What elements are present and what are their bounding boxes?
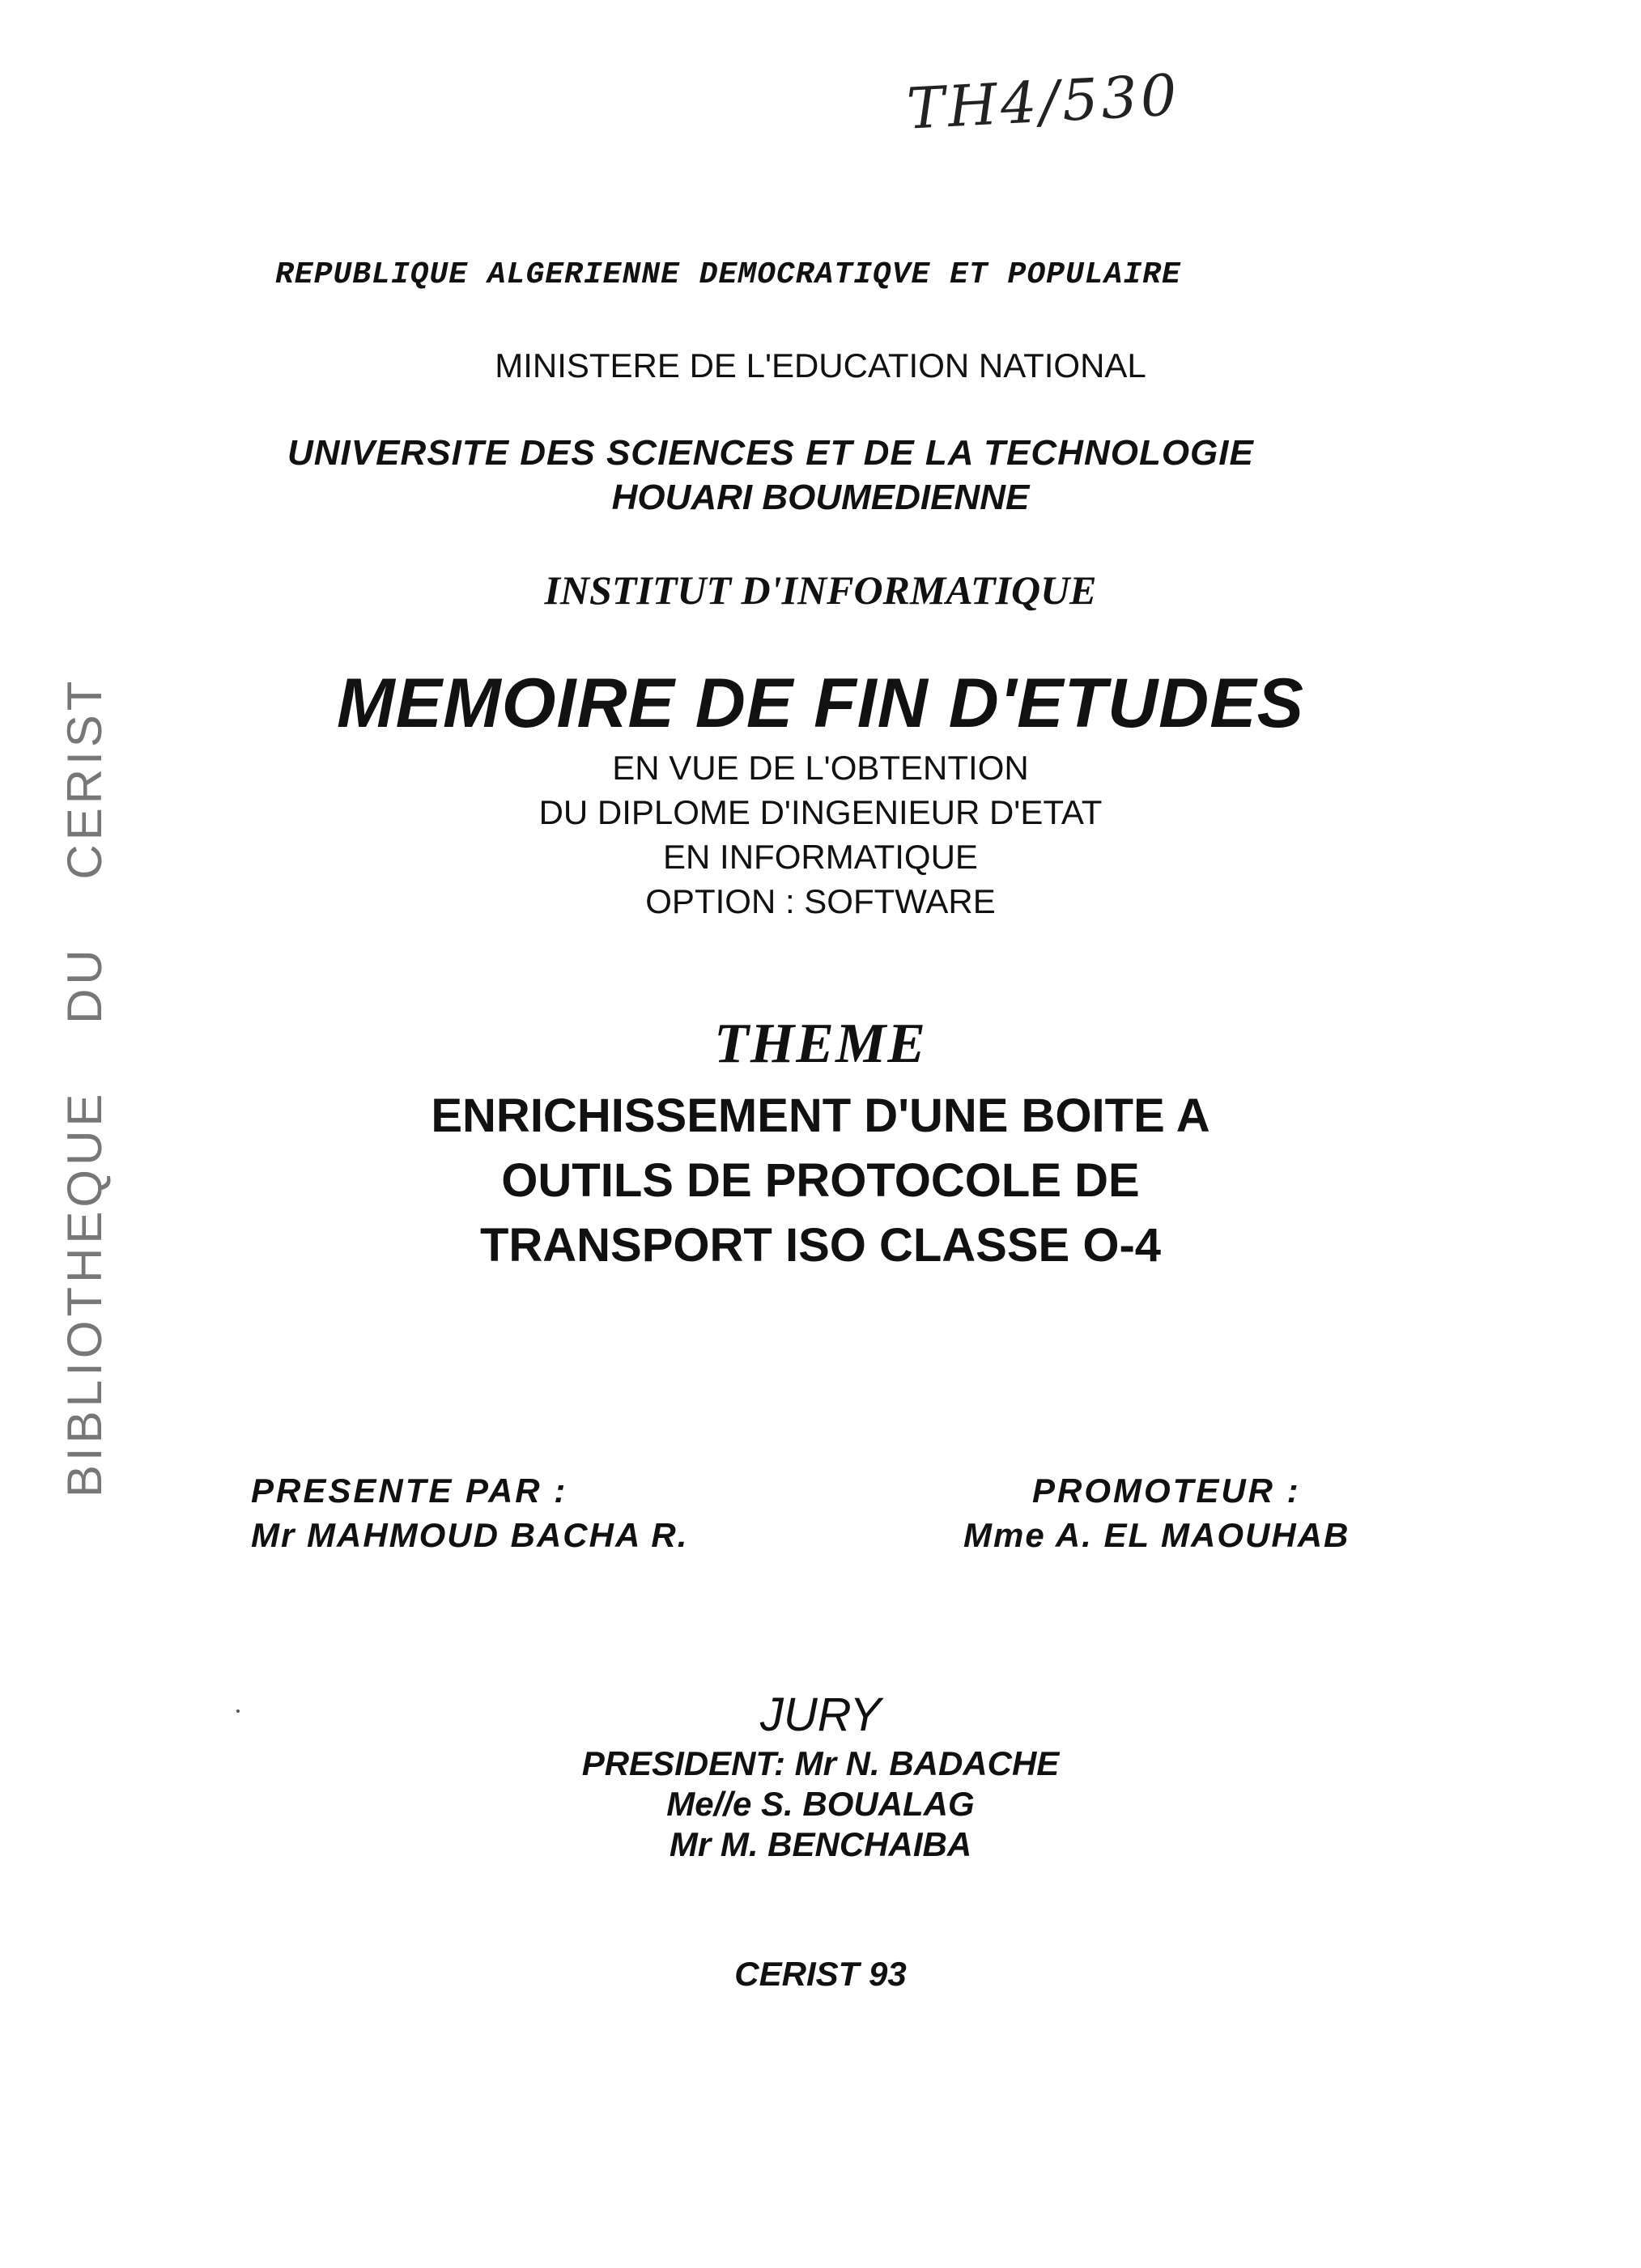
- library-stamp: BIBLIOTHEQUE DU CERIST: [57, 677, 112, 1497]
- presenter-label: PRESENTE PAR :: [251, 1472, 568, 1510]
- ministry-header: MINISTERE DE L'EDUCATION NATIONAL: [495, 346, 1146, 384]
- degree-line: OPTION : SOFTWARE: [645, 882, 996, 920]
- university-line-1: UNIVERSITE DES SCIENCES ET DE LA TECHNOLOGIE: [287, 433, 1254, 473]
- jury-member: Mr M. BENCHAIBA: [669, 1825, 972, 1863]
- footer-year: CERIST 93: [734, 1955, 907, 1993]
- supervisor-label: PROMOTEUR :: [1032, 1472, 1301, 1510]
- degree-line: EN VUE DE L'OBTENTION: [612, 749, 1029, 787]
- theme-title-line: ENRICHISSEMENT D'UNE BOITE A: [431, 1089, 1210, 1142]
- presenter-name: Mr MAHMOUD BACHA R.: [251, 1516, 689, 1554]
- degree-line: DU DIPLOME D'INGENIEUR D'ETAT: [538, 793, 1103, 831]
- jury-member: Me//e S. BOUALAG: [666, 1785, 975, 1823]
- jury-title: JURY: [759, 1688, 882, 1741]
- memoire-title: MEMOIRE DE FIN D'ETUDES: [337, 665, 1304, 742]
- supervisor-name: Mme A. EL MAOUHAB: [963, 1516, 1350, 1554]
- theme-title-line: OUTILS DE PROTOCOLE DE: [501, 1154, 1140, 1207]
- university-line-2: HOUARI BOUMEDIENNE: [611, 478, 1030, 517]
- theme-title-line: TRANSPORT ISO CLASSE O-4: [479, 1219, 1162, 1272]
- handwritten-reference: TH4/530: [905, 62, 1182, 142]
- institute-name: INSTITUT D'INFORMATIQUE: [544, 567, 1097, 613]
- theme-label: THEME: [714, 1013, 927, 1075]
- jury-member: PRESIDENT: Mr N. BADACHE: [581, 1744, 1060, 1782]
- degree-line: EN INFORMATIQUE: [663, 838, 978, 876]
- republic-header: REPUBLIQUE ALGERIENNE DEMOCRATIQVE ET POPULAIRE: [275, 257, 1181, 292]
